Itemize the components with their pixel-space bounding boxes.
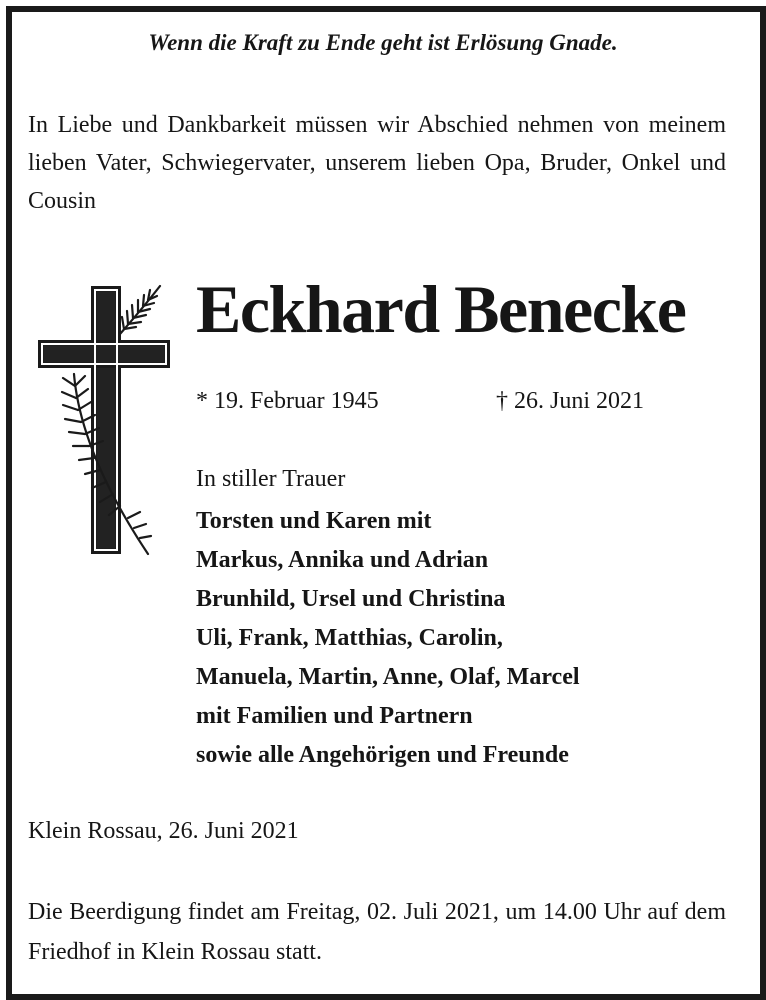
- mourners-line: sowie alle Angehörigen und Freunde: [196, 742, 569, 768]
- mourners-line: mit Familien und Partnern: [196, 703, 473, 729]
- mourners-line: Markus, Annika und Adrian: [196, 547, 489, 573]
- mourners-line: Manuela, Martin, Anne, Olaf, Marcel: [196, 664, 580, 690]
- birth-date: * 19. Februar 1945: [196, 388, 379, 414]
- death-date: † 26. Juni 2021: [496, 388, 645, 414]
- motto: Wenn die Kraft zu Ende geht ist Erlösung Gnade.: [148, 30, 618, 55]
- mourners-line: Brunhild, Ursel und Christina: [196, 586, 506, 612]
- mourning-intro: In stiller Trauer: [196, 466, 346, 492]
- cross-with-palm-branch-icon: [34, 282, 174, 567]
- place-date: Klein Rossau, 26. Juni 2021: [28, 818, 299, 844]
- mourners-line: Torsten und Karen mit: [196, 508, 432, 534]
- intro-text: In Liebe und Dankbarkeit müssen wir Abschied nehmen von meinem lieben Vater, Schwiegervater, unserem lieben Opa, Bruder, Onkel und Cousin: [28, 112, 726, 214]
- deceased-name: Eckhard Benecke: [196, 271, 686, 347]
- mourners-line: Uli, Frank, Matthias, Carolin,: [196, 625, 503, 651]
- mourners-list: [196, 502, 580, 775]
- funeral-notice: Die Beerdigung findet am Freitag, 02. Juli 2021, um 14.00 Uhr auf dem Friedhof in Klein Rossau statt.: [28, 899, 726, 965]
